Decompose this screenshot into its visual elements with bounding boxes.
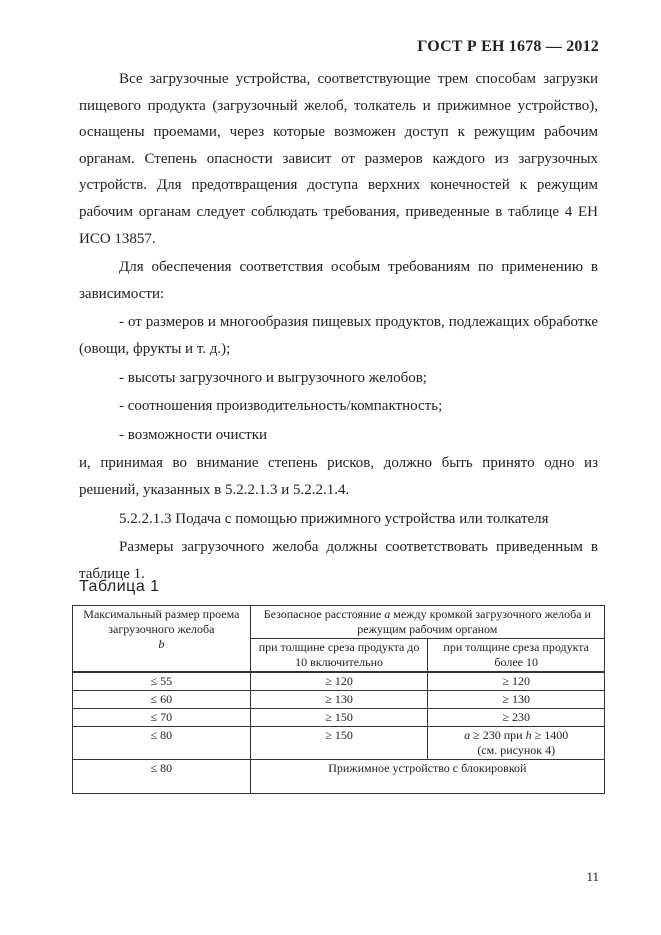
paragraph: и, принимая во внимание степень рисков, должно быть принято одно из решений, указанных в 5.2.2.1.3 и 5.2.2.1.4.	[79, 455, 598, 498]
paragraph: Все загрузочные устройства, соответствующие трем способам загрузки пищевого продукта (загрузочный желоб, толкатель и прижимное устройство), оснащены проемами, через которые возможен доступ к режущим рабочим органам. Степень опасности зависит от размеров каждого из загрузочных устройств. Для предотвращения доступа верхних конечностей к режущим рабочим органам следует соблюдать требования, приведенные в таблице 4 ЕН ИСО 13857.	[79, 71, 598, 247]
header-text: Максимальный размер проема загрузочного желоба	[83, 607, 240, 636]
paragraph: Для обеспечения соответствия особым требованиям по применению в зависимости:	[79, 259, 598, 302]
table-cell: ≤ 80	[73, 727, 251, 760]
cell-variable: a	[464, 728, 471, 742]
table-cell: Прижимное устройство с блокировкой	[250, 760, 604, 794]
header-text: Безопасное расстояние	[263, 607, 385, 621]
table-row	[73, 727, 605, 760]
paragraph: Размеры загрузочного желоба должны соответствовать приведенным в таблице 1.	[79, 539, 598, 582]
dimensions-table	[72, 605, 605, 794]
body-text	[79, 66, 598, 587]
list-item: - высоты загрузочного и выгрузочного желобов;	[119, 369, 427, 386]
header-text: между кромкой загрузочного желоба и режущим рабочим органом	[357, 607, 591, 636]
section-heading: 5.2.2.1.3 Подача с помощью прижимного устройства или толкателя	[119, 510, 549, 527]
table-cell: ≥ 120	[428, 672, 605, 691]
cell-text: (см. рисунок 4)	[477, 743, 556, 757]
table-caption: Таблица 1	[79, 578, 160, 595]
table-cell: ≥ 130	[428, 691, 605, 709]
table-cell: ≤ 70	[73, 709, 251, 727]
header-variable: a	[384, 607, 391, 621]
table-cell: ≥ 230	[428, 709, 605, 727]
document-header: ГОСТ Р ЕН 1678 — 2012	[417, 38, 599, 55]
table-row	[73, 760, 605, 794]
table-cell: ≥ 150	[250, 709, 428, 727]
table-cell: ≤ 55	[73, 672, 251, 691]
table-header-cell	[250, 606, 604, 639]
table-cell: ≥ 150	[250, 727, 428, 760]
cell-text: ≥ 230 при	[470, 728, 526, 742]
table-cell: ≤ 60	[73, 691, 251, 709]
list-item: - соотношения производительность/компактность;	[119, 398, 443, 415]
cell-variable: h	[525, 728, 532, 742]
list-item: - возможности очистки	[119, 426, 268, 443]
list-item: - от размеров и многообразия пищевых продуктов, подлежащих обработке (овощи, фрукты и т. д.);	[79, 314, 598, 357]
table-cell	[428, 727, 605, 760]
table-row	[73, 709, 605, 727]
table-cell: ≥ 130	[250, 691, 428, 709]
table-header-cell	[73, 606, 251, 673]
table-subheader-cell: при толщине среза продукта более 10	[428, 639, 605, 673]
table-cell: ≥ 120	[250, 672, 428, 691]
table-cell: ≤ 80	[73, 760, 251, 794]
table-row	[73, 672, 605, 691]
header-variable: b	[158, 637, 165, 651]
table-subheader-cell: при толщине среза продукта до 10 включительно	[250, 639, 428, 673]
cell-text: ≥ 1400	[531, 728, 569, 742]
page-number: 11	[586, 869, 599, 884]
table-row	[73, 691, 605, 709]
